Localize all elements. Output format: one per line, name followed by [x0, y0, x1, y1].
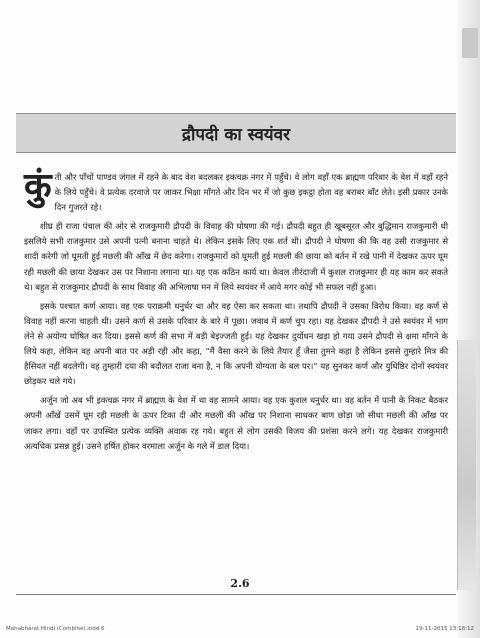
chapter-body — [24, 165, 448, 458]
paragraph-4: अर्जुन जो अब भी इकचक्र नगर में ब्राह्मण के वेश में था वह सामने आया। वह एक कुशल धनुर्धर था। वह बर्तन में पानी के निकट बैठकर अपनी आँखें उसमें घूम रही मछली के ऊपर टिका दी और मछली की आँख पर निशाना साधकर बाण छोड़ा जो सीधा मछली की आँख पर जाकर लगा। वहाँ पर उपस्थित प्रत्येक व्यक्ति अवाक रह गये। बहुत से लोग उसकी विजय की प्रशंसा करने लगे। यह देखकर राजकुमारी अत्यधिक प्रसन्न हुई। उसने हर्षित होकर वरमाला अर्जुन के गले में डाल दिया। — [24, 395, 448, 451]
page-number: 2.6 — [230, 577, 250, 590]
footer-file-name: Mahabharat Hindi (Combine).indd 6 — [6, 626, 105, 632]
paragraph-2: शीघ्र ही राजा पंचाल की ओर से राजकुमारी द्रौपदी के विवाह की घोषणा की गई। द्रौपदी बहुत ही खूबसूरत और बुद्धिमान राजकुमारी थी इसलिये सभी राजकुमार उसे अपनी पत्नी बनाना चाहते थे। लेकिन इसके लिए एक शर्त थी। द्रौपदी ने घोषणा की कि वह उसी राजकुमार से शादी करेगी जो घूमती हुई मछली की आँख में छेद करेगा। राजकुमारों को घूमती हुई मछली की छाया को बर्तन में रखे पानी में देखकर ऊपर घूम रही मछली की छाया देखकर उस पर निशाना लगाना था। यह एक कठिन कार्य था। केवल तीरंदाजी में कुशल राजकुमार ही यह काम कर सकते थे। बहुत से राजकुमार द्रौपदी के साथ विवाह की अभिलाषा मन में लिये स्वयंवर में आये मगर कोई भी सफल नहीं हुआ। — [24, 221, 448, 292]
paragraph-1 — [24, 165, 448, 215]
footer-divider — [16, 594, 456, 595]
paragraph-1-text: ती और पाँचों पाण्डव जंगल में रहने के बाद वेश बदलकर इकचक्र नगर में पहुँचे। वे लोग वहाँ एक ब्राह्मण परिवार के वेश में वहाँ रहने के लिये पहुँचे। वे प्रत्येक दरवाजे पर जाकर भिक्षा माँगते और दिन भर में जो कुछ इकट्ठा होता वह बराबर बाँट लेते। इसी प्रकार उनके दिन गुजरते रहे। — [54, 172, 448, 213]
chapter-title: द्रौपदी का स्वयंवर — [181, 124, 291, 145]
margin-illustration — [457, 340, 476, 590]
chapter-title-band — [16, 113, 456, 153]
page-tab-marker — [462, 28, 478, 58]
paragraph-3: इसके पश्चात कर्ण आया। वह एक पराक्रमी धनुर्धर था और वह ऐसा कर सकता था। तथापि द्रौपदी ने उसका विरोध किया। वह कर्ण से विवाह नहीं करना चाहती थी। उसने कर्ण से उसके परिवार के बारे में पूछा। जवाब में कर्ण चुप रहा। यह देखकर द्रौपदी ने उसे स्वयंवर में भाग लेने से अयोग्य घोषित कर दिया। इससे कर्ण की सभा में बड़ी बेइज्जती हुई। यह देखकर दुर्योधन खड़ा हो गया उसने द्रौपदी से क्षमा माँगने के लिये कहा, लेकिन वह अपनी बात पर अड़ी रही और कहा, “मैं वैसा करने के लिये तैयार हूँ जैसा तुमने कहा है लेकिन इससे तुम्हारे मित्र की हैसियत नहीं बदलेगी। वह तुम्हारी दया की बदौलत राजा बना है, न कि अपनी योग्यता के बल पर।” यह सुनकर कर्ण और युधिष्ठिर दोनों स्वयंवर छोड़कर चले गये। — [24, 300, 448, 387]
footer-timestamp: 19-11-2015 13:18:12 — [415, 626, 474, 632]
drop-cap: कुं — [24, 165, 52, 207]
